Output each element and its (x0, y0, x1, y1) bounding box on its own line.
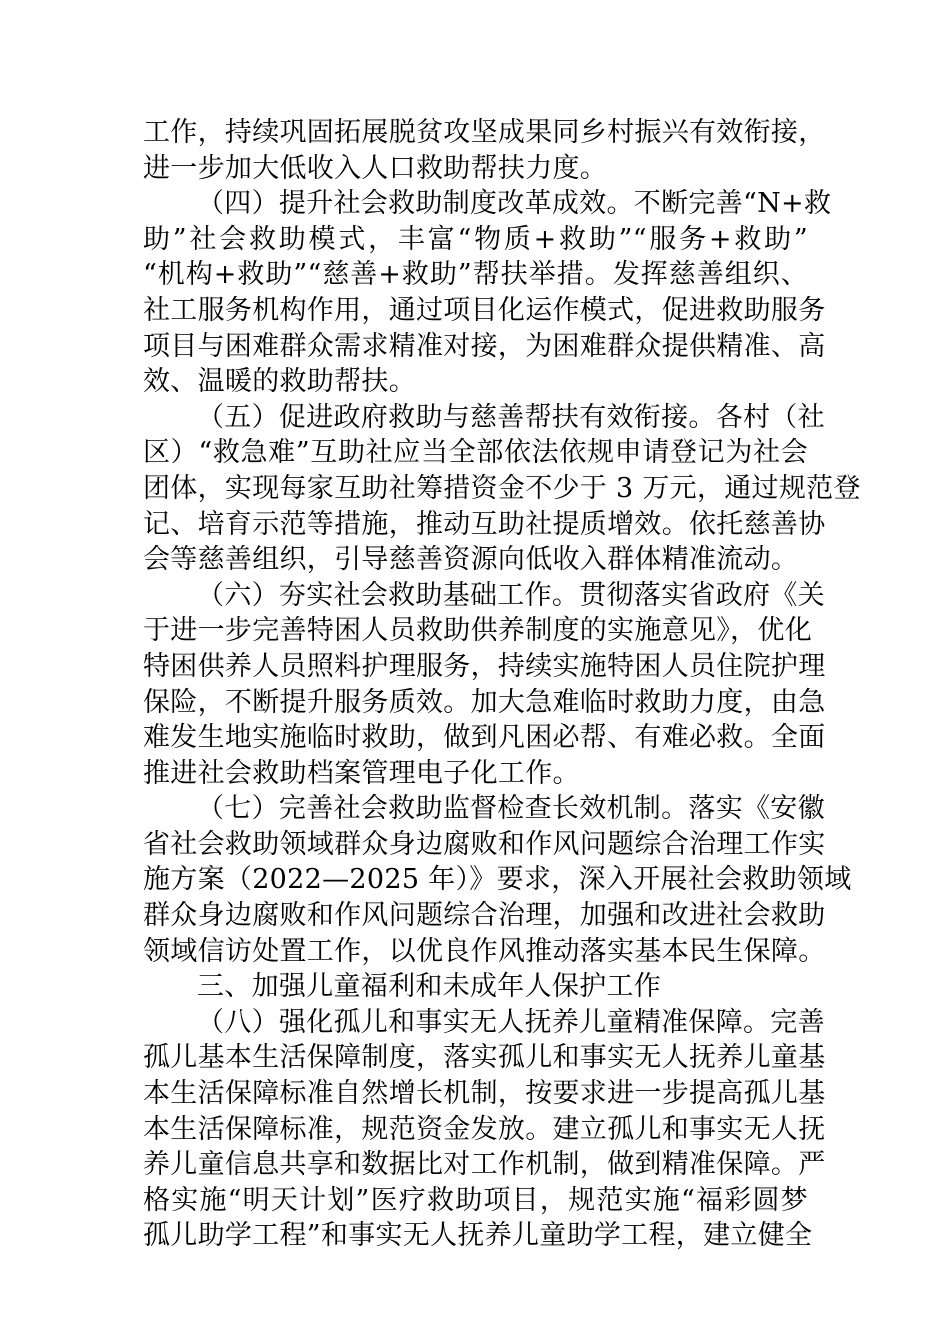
text-line: 效、温暖的救助帮扶。 (143, 366, 416, 398)
text-line: （七）完善社会救助监督检查长效机制。落实《安徽 (197, 793, 825, 825)
text-line: 格实施“明天计划”医疗救助项目，规范实施“福彩圆梦 (143, 1184, 808, 1216)
text-line: 难发生地实施临时救助，做到凡困必帮、有难必救。全面 (143, 722, 826, 754)
text-line: 群众身边腐败和作风问题综合治理，加强和改进社会救助 (143, 900, 826, 932)
text-line: 孤儿基本生活保障制度，落实孤儿和事实无人抚养儿童基 (143, 1042, 826, 1074)
text-line: 施方案（2022—2025 年）》要求，深入开展社会救助领域 (143, 864, 852, 896)
text-line: 本生活保障标准，规范资金发放。建立孤儿和事实无人抚 (143, 1113, 826, 1145)
text-line: （六）夯实社会救助基础工作。贯彻落实省政府《关 (197, 579, 825, 611)
text-line: （四）提升社会救助制度改革成效。不断完善“N+救 (197, 188, 832, 220)
text-line: 项目与困难群众需求精准对接，为困难群众提供精准、高 (143, 330, 826, 362)
text-line: （五）促进政府救助与慈善帮扶有效衔接。各村（社 (197, 401, 825, 433)
text-line: 会等慈善组织，引导慈善资源向低收入群体精准流动。 (143, 544, 799, 576)
text-line: 社工服务机构作用，通过项目化运作模式，促进救助服务 (143, 294, 826, 326)
text-line: 助”社会救助模式，丰富“物质+救助”“服务+救助” (143, 223, 808, 255)
text-line: 推进社会救助档案管理电子化工作。 (143, 757, 580, 789)
text-line: 养儿童信息共享和数据比对工作机制，做到精准保障。严 (143, 1149, 826, 1181)
text-line: 进一步加大低收入人口救助帮扶力度。 (143, 152, 608, 184)
text-line: 保险，不断提升服务质效。加大急难临时救助力度，由急 (143, 686, 826, 718)
body-text (143, 115, 861, 1254)
text-line: 团体，实现每家互助社筹措资金不少于 3 万元，通过规范登 (143, 472, 861, 504)
text-line: 孤儿助学工程”和事实无人抚养儿童助学工程，建立健全 (143, 1220, 813, 1252)
text-line: “机构+救助”“慈善+救助”帮扶举措。发挥慈善组织、 (143, 259, 808, 291)
text-line: 三、加强儿童福利和未成年人保护工作 (197, 971, 662, 1003)
text-line: 于进一步完善特困人员救助供养制度的实施意见》，优化 (143, 615, 812, 647)
text-line: 区）“救急难”互助社应当全部依法依规申请登记为社会 (143, 437, 808, 469)
text-line: 工作，持续巩固拓展脱贫攻坚成果同乡村振兴有效衔接， (143, 117, 826, 148)
text-line: 领域信访处置工作，以优良作风推动落实基本民生保障。 (143, 935, 826, 967)
text-line: 特困供养人员照料护理服务，持续实施特困人员住院护理 (143, 650, 826, 682)
text-line: 本生活保障标准自然增长机制，按要求进一步提高孤儿基 (143, 1078, 826, 1110)
text-line: 记、培育示范等措施，推动互助社提质增效。依托慈善协 (143, 508, 826, 540)
text-line: 省社会救助领域群众身边腐败和作风问题综合治理工作实 (143, 828, 826, 860)
text-line: （八）强化孤儿和事实无人抚养儿童精准保障。完善 (197, 1006, 825, 1038)
